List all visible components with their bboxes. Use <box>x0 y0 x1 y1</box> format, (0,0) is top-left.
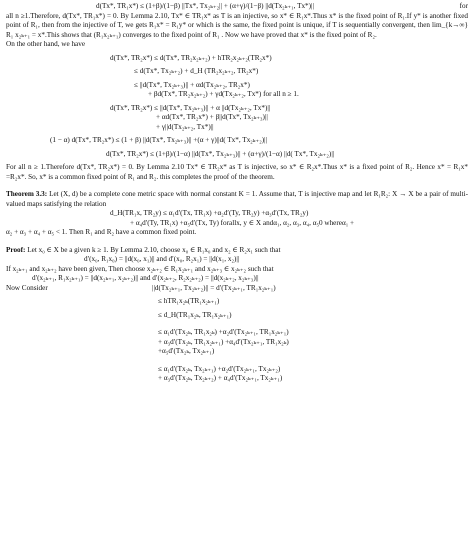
equation-e-line3: +α₅d′(Tx₂ₖ, Tx₂ₖ₊₁) <box>158 347 215 355</box>
theorem-label: Theorem 3.3: <box>6 190 48 198</box>
proof-equation-2: d′(x₂ₖ₊₁, R₁x₂ₖ₊₁) = ||d(x₂ₖ₊₁, x₂ₖ₊₂)|| and d′(x₂ₖ₊₂, R₂x₂ₖ₊₂) = ||d(x₂ₖ₊₂, x₂ₖ₊₃)|| <box>32 274 259 282</box>
equation-c-line2: d(Tx*, TR₂x*) ≤ (1+β)/(1−α) ||d(Tx*, Tx₂ₖ₊₃)|| + (α+γ)/(1−α) ||d( Tx*, Tx₂ₖ₊₂)|| <box>106 149 335 158</box>
equation-b-line1: d(Tx*, TR₂x*) ≤ ||d(Tx*, Tx₂ₖ₊₃)|| + α ||d(Tx₂ₖ₊₂, Tx*)|| <box>110 103 271 112</box>
equation-d-line2: ≤ hTR₁x₂ₖ(TR₁x₂ₖ₊₁) <box>158 297 220 305</box>
equation-e-line1: ≤ α₁d′(Tx₂ₖ, TR₁x₂ₖ) +α₂d′(Tx₂ₖ₊₁, TR₁x₂ₖ₊₁) <box>158 328 289 336</box>
top-equation: d(Tx*, TR₁x*) ≤ (1+β)/(1−β) ||Tx*, Tx₂ₖ₊₂|| + (α+γ)/(1−β) ||d(Tx₂ₖ₊₁, Tx*)|| <box>96 2 314 10</box>
equation-d-line3: ≤ d_H(TR₁x₂ₖ, TR₁x₂ₖ₊₁) <box>158 310 232 319</box>
theorem-equation-line1: d_H(TR₁x, TR₂y) ≤ α₁d′(Tx, TR₁x) +α₂d′(Ty, TR₂y) +α₃d′(Tx, TR₂y) <box>110 209 309 217</box>
paragraph-other-hand: On the other hand, we have <box>6 40 86 48</box>
proof-text-2: If x₂ₖ₊₁ and x₂ₖ₊₂ have been given, Then choose x₂ₖ₊₂ ∈ R₁x₂ₖ₊₁ and x₂ₖ₊₃ ∈ x₂ₖ₊₂ such that <box>6 264 274 273</box>
equation-b-line2: + αd(Tx*, TR₂x*) + β||d(Tx*, Tx₂ₖ₊₃)|| <box>156 113 268 121</box>
equation-b-line3: + γ||d(Tx₂ₖ₊₂, Tx*)|| <box>156 122 214 131</box>
equation-d-line1: ||d(Tx₂ₖ₊₁, Tx₂ₖ₊₂)|| = d′(Tx₂ₖ₊₁, TR₁x₂ₖ₊₁) <box>152 283 276 292</box>
top-inequality <box>6 2 468 12</box>
theorem-text: Let (X, d) be a complete cone metric space with normal constant K = 1. Assume that, T is injective map and let R₁R₂: X → X be a pair of multi-valued maps satisfying the relation <box>6 190 468 208</box>
paragraph-fixed-point-r1: all n ≥1.Therefore, d(Tx*, TR₁x*) = 0. By Lemma 2.10, Tx* ∈ TR₁x* as T is an injective, so x* ∈ R₁x*.Thus x* is the fixed point of R₁.If y* is another fixed point of R₁, then from the injective of T, we gets R₁x* = R₁y* or which is the same, the fixed point is unique, if T is sequentially convergent, then lim_{k→∞} R₁ x₂ₖ₊₁ = x*.This shows that (R₁x₂ₖ₊₁) converges to the fixed point of R₁ . Now we have proved that x* is the fixed point of R₂. <box>6 11 468 39</box>
equation-a-line4: + βd(Tx*, TR₂x₂ₖ₊₂) + γd(Tx₂ₖ₊₂, Tx*) for all n ≥ 1. <box>148 90 299 98</box>
proof-equation-1: d′(x₀, R₁x₀) = ||d(x₀, x₁)|| and d′(x₀, R₂x₁) = ||d(x₁, x₂)|| <box>84 255 240 263</box>
proof-paragraph <box>6 246 468 256</box>
equation-f-line1: ≤ α₁d′(Tx₂ₖ, Tx₂ₖ₊₁) +α₂d′(Tx₂ₖ₊₁, Tx₂ₖ₊₂) <box>158 364 281 373</box>
equation-f-line2: + α₃d′(Tx₂ₖ, Tx₂ₖ₊₂) + α₄d′(Tx₂ₖ₊₁, Tx₂ₖ₊₁) <box>158 374 283 382</box>
top-equation-tail: for <box>459 2 468 10</box>
now-consider-row <box>6 284 468 294</box>
paragraph-common-fixed-point: For all n ≥ 1.Therefore d(Tx*, TR₂x*) = 0. By Lemma 2.10 Tx* ∈ TR₂x* as T is injective, so x* ∈ R₂x*.Thus x* is a fixed point of R₂. Hence x* = R₁x* =R₂x*. So, x* is a common fixed point of R₁ and R₂. this completes the proof of the theorem. <box>6 163 468 181</box>
equation-a-line1: d(Tx*, TR₂x*) ≤ d(Tx*, TR₂x₂ₖ₊₂) + hTR₂x₂ₖ₊₂(TR₂x*) <box>110 53 272 62</box>
theorem-equation-line3: α₂ + α₃ + α₄ + α₅ < 1. Then R₁ and R₂ have a common fixed point. <box>6 228 197 236</box>
equation-c-line1: (1 − α) d(Tx*, TR₂x*) ≤ (1 + β) ||d(Tx*, Tx₂ₖ₊₃)|| +(α + γ)||d( Tx*, Tx₂ₖ₊₂)|| <box>50 136 267 144</box>
equation-e-line2: + α₃d′(Tx₂ₖ, TR₁x₂ₖ₊₁) +α₄d′(Tx₂ₖ₊₁, TR₁x₂ₖ) <box>158 337 289 346</box>
equation-a-line2: ≤ d(Tx*, Tx₂ₖ₊₂) + d_H (TR₂x₂ₖ₊₂, TR₂x*) <box>134 67 259 75</box>
proof-label: Proof: <box>6 245 26 254</box>
equation-a-line3: ≤ ||d(Tx*, Tx₂ₖ₊₃)|| + αd(Tx₂ₖ₊₂, TR₂x*) <box>134 80 250 89</box>
theorem-3-3 <box>6 190 468 209</box>
proof-text-1: Let x₀ ∈ X be a given k ≥ 1. By Lemma 2.10, choose x₀ ∈ R₁x₀ and x₂ ∈ R₂x₁ such that <box>25 245 281 254</box>
now-consider-label: Now Consider <box>6 283 48 292</box>
theorem-equation-line2: + α₄d′(Ty, TR₁x) +α₅d′(Tx, Ty) forallx, y ∈ X andα₁, α₂, α₃, α₄, α₅0 whereα₁ + <box>130 218 355 227</box>
